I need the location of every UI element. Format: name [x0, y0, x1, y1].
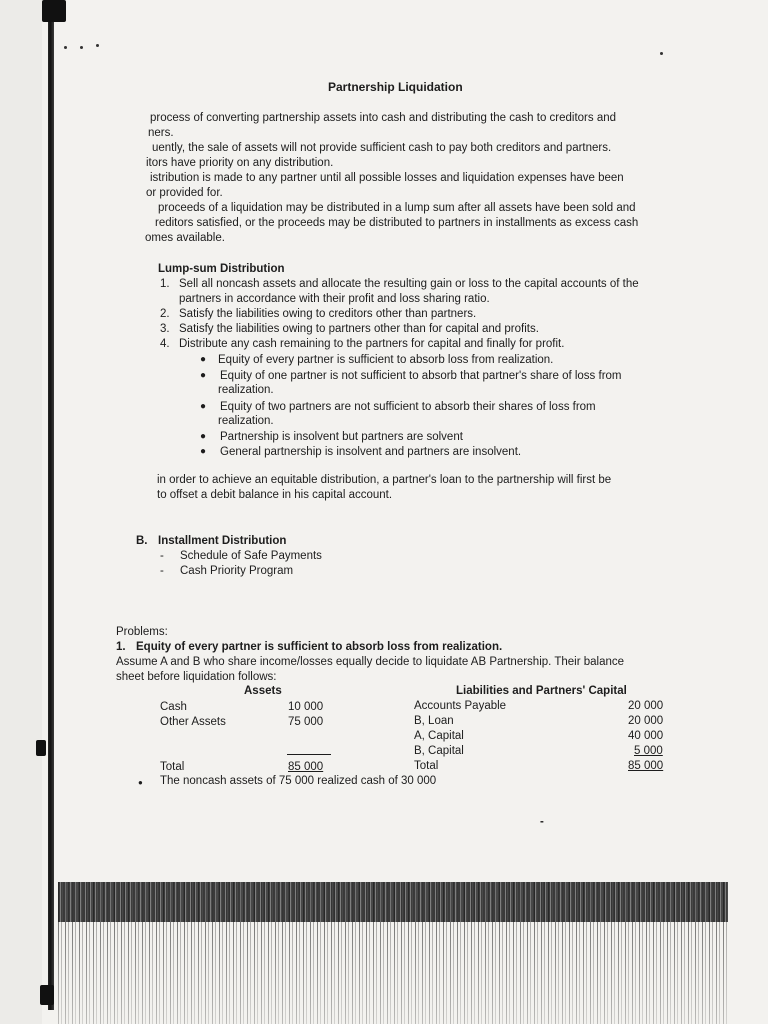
- liability-value: 20 000: [628, 715, 664, 727]
- dash-icon: -: [160, 550, 164, 562]
- problem-number: 1.: [116, 641, 126, 653]
- scan-artifact-band: [58, 882, 728, 1024]
- bullet-icon: ●: [200, 401, 207, 412]
- case-text: Partnership is insolvent but partners are solvent: [220, 431, 463, 443]
- step-text: Satisfy the liabilities owing to partners other than for capital and profits.: [179, 323, 539, 335]
- scan-speck: [96, 44, 99, 47]
- bullet-icon: ●: [200, 354, 207, 365]
- dash-icon: -: [160, 565, 164, 577]
- stray-mark: -: [540, 816, 544, 828]
- assets-total-label: Total: [160, 761, 185, 773]
- bullet-icon: ●: [200, 431, 207, 442]
- step-number: 2.: [160, 308, 170, 320]
- liability-label: Accounts Payable: [414, 700, 507, 712]
- bullet-icon: ●: [200, 370, 207, 381]
- intro-line: or provided for.: [146, 187, 223, 199]
- case-text: Equity of two partners are not sufficient to absorb their shares of loss from: [220, 401, 596, 413]
- binding-mark: [36, 740, 46, 756]
- intro-line: itors have priority on any distribution.: [146, 157, 334, 169]
- case-text: General partnership is insolvent and partners are insolvent.: [220, 446, 522, 458]
- liability-label: B, Loan: [414, 715, 454, 727]
- bullet-icon: ●: [138, 778, 143, 787]
- intro-line: proceeds of a liquidation may be distributed in a lump sum after all assets have been sold and: [158, 202, 636, 214]
- scan-speck: [80, 46, 83, 49]
- step-text: Satisfy the liabilities owing to creditors other than partners.: [179, 308, 477, 320]
- note-line: in order to achieve an equitable distribution, a partner's loan to the partnership will first be: [157, 474, 612, 486]
- subtotal-rule: [287, 754, 331, 755]
- liab-total-label: Total: [414, 760, 439, 772]
- step-text: partners in accordance with their profit and loss sharing ratio.: [179, 293, 490, 305]
- liability-label: A, Capital: [414, 730, 464, 742]
- assets-total-value: 85 000: [288, 761, 324, 773]
- case-text: realization.: [218, 415, 274, 427]
- liabilities-header: Liabilities and Partners' Capital: [456, 685, 627, 697]
- step-number: 1.: [160, 278, 170, 290]
- liab-total-value: 85 000: [628, 760, 664, 772]
- problems-label: Problems:: [116, 626, 168, 638]
- step-text: Sell all noncash assets and allocate the resulting gain or loss to the capital accounts of the: [179, 278, 639, 290]
- intro-line: ners.: [148, 127, 174, 139]
- intro-line: process of converting partnership assets into cash and distributing the cash to creditors and: [150, 112, 617, 124]
- problem-text: sheet before liquidation follows:: [116, 671, 277, 683]
- asset-value: 10 000: [288, 701, 324, 713]
- scan-binding-edge: [48, 0, 54, 1010]
- realization-note: The noncash assets of 75 000 realized cash of 30 000: [160, 775, 437, 787]
- case-text: realization.: [218, 384, 274, 396]
- assets-header: Assets: [244, 685, 282, 697]
- intro-line: reditors satisfied, or the proceeds may be distributed to partners in installments as excess cash: [155, 217, 639, 229]
- intro-line: uently, the sale of assets will not provide sufficient cash to pay both creditors and partners.: [152, 142, 612, 154]
- section-b-marker: B.: [136, 535, 148, 547]
- intro-line: istribution is made to any partner until all possible losses and liquidation expenses have been: [150, 172, 624, 184]
- scan-speck: [64, 46, 67, 49]
- binding-mark-bottom: [40, 985, 54, 1005]
- step-number: 3.: [160, 323, 170, 335]
- liability-value: 20 000: [628, 700, 664, 712]
- scan-speck: [660, 52, 663, 55]
- installment-item: Cash Priority Program: [180, 565, 294, 577]
- intro-line: omes available.: [145, 232, 225, 244]
- asset-label: Cash: [160, 701, 187, 713]
- asset-label: Other Assets: [160, 716, 226, 728]
- bullet-icon: ●: [200, 446, 207, 457]
- section-a-heading: Lump-sum Distribution: [158, 263, 285, 275]
- page-title: Partnership Liquidation: [328, 80, 463, 94]
- liability-value: 5 000: [634, 745, 663, 757]
- binding-clip: [42, 0, 66, 22]
- liability-value: 40 000: [628, 730, 664, 742]
- problem-heading: Equity of every partner is sufficient to absorb loss from realization.: [136, 641, 503, 653]
- liability-label: B, Capital: [414, 745, 464, 757]
- step-number: 4.: [160, 338, 170, 350]
- problem-text: Assume A and B who share income/losses equally decide to liquidate AB Partnership. Their balance: [116, 656, 625, 668]
- section-b-heading: Installment Distribution: [158, 535, 287, 547]
- asset-value: 75 000: [288, 716, 324, 728]
- step-text: Distribute any cash remaining to the partners for capital and finally for profit.: [179, 338, 565, 350]
- note-line: to offset a debit balance in his capital account.: [157, 489, 393, 501]
- case-text: Equity of every partner is sufficient to absorb loss from realization.: [218, 354, 554, 366]
- case-text: Equity of one partner is not sufficient to absorb that partner's share of loss from: [220, 370, 622, 382]
- installment-item: Schedule of Safe Payments: [180, 550, 322, 562]
